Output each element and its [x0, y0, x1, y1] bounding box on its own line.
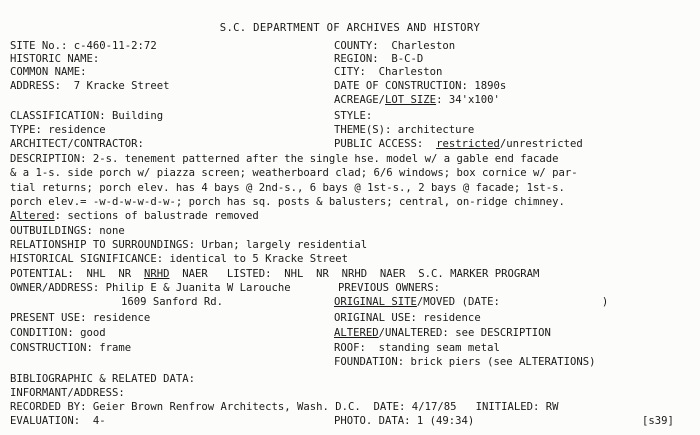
- description-line: DESCRIPTION: 2-s. tenement patterned after the single hse. model w/ a gable end facade: [10, 153, 559, 165]
- evaluation: EVALUATION: 4-: [10, 415, 106, 427]
- description-line: & a 1-s. side porch w/ piazza screen; weatherboard clad; 6/6 windows; box cornice w/ par-: [10, 167, 578, 179]
- sheet-code: [s39]: [642, 415, 674, 427]
- present-use: PRESENT USE: residence: [10, 312, 151, 324]
- county: COUNTY: Charleston: [334, 40, 456, 52]
- altered-unaltered-label: ALTERED: [334, 327, 379, 339]
- lot-size-value: : 34'x100': [436, 94, 500, 106]
- historic-name: HISTORIC NAME:: [10, 53, 100, 65]
- lot-size-label: LOT SIZE: [385, 94, 437, 106]
- potential-nrhd: NRHD: [143, 268, 170, 280]
- original-use: ORIGINAL USE: residence: [334, 312, 481, 324]
- relationship-to-surroundings: RELATIONSHIP TO SURROUNDINGS: Urban; largely residential: [10, 239, 368, 251]
- recorded-by: RECORDED BY: Geier Brown Renfrow Architects, Wash. D.C. DATE: 4/17/85 INITIALED: RW: [10, 401, 559, 413]
- owner-street-address: 1609 Sanford Rd.: [121, 296, 224, 308]
- photo-data: PHOTO. DATA: 1 (49:34): [334, 415, 475, 427]
- altered-text: : sections of balustrade removed: [54, 210, 259, 222]
- previous-owners: PREVIOUS OWNERS:: [338, 282, 441, 294]
- historical-significance: HISTORICAL SIGNIFICANCE: identical to 5 Kracke Street: [10, 253, 349, 265]
- altered-note: [10, 210, 259, 222]
- foundation: FOUNDATION: brick piers (see ALTERATIONS): [334, 356, 596, 368]
- altered-unaltered-text: /UNALTERED: see DESCRIPTION: [378, 327, 551, 339]
- original-site: [334, 296, 608, 308]
- region: REGION: B-C-D: [334, 53, 424, 65]
- address: ADDRESS: 7 Kracke Street: [10, 80, 170, 92]
- construction: CONSTRUCTION: frame: [10, 342, 132, 354]
- public-access: [334, 138, 583, 150]
- original-site-label: ORIGINAL SITE: [334, 296, 417, 308]
- informant-address: INFORMANT/ADDRESS:: [10, 387, 125, 399]
- type: TYPE: residence: [10, 124, 106, 136]
- common-name: COMMON NAME:: [10, 66, 87, 78]
- original-site-moved: /MOVED (DATE: ): [416, 296, 609, 308]
- potential-listed: [10, 268, 539, 280]
- bibliographic-data: BIBLIOGRAPHIC & RELATED DATA:: [10, 373, 195, 385]
- condition: CONDITION: good: [10, 327, 106, 339]
- description-line: tial returns; porch elev. has 4 bays @ 2nd-s., 6 bays @ 1st-s., 2 bays @ facade; 1st-s.: [10, 182, 565, 194]
- public-access-label: PUBLIC ACCESS:: [334, 138, 437, 150]
- classification: CLASSIFICATION: Building: [10, 110, 164, 122]
- outbuildings: OUTBUILDINGS: none: [10, 225, 125, 237]
- acreage-label: ACREAGE/: [334, 94, 386, 106]
- altered-unaltered: [334, 327, 551, 339]
- public-access-unrestricted: /unrestricted: [499, 138, 583, 150]
- altered-label: Altered: [10, 210, 55, 222]
- site-number: SITE No.: c-460-11-2:72: [10, 40, 157, 52]
- style: STYLE:: [334, 110, 373, 122]
- date-of-construction: DATE OF CONSTRUCTION: 1890s: [334, 80, 507, 92]
- themes: THEME(S): architecture: [334, 124, 475, 136]
- architect-contractor: ARCHITECT/CONTRACTOR:: [10, 138, 144, 150]
- page-title: S.C. DEPARTMENT OF ARCHIVES AND HISTORY: [219, 22, 481, 34]
- potential-suffix: NAER LISTED: NHL NR NRHD NAER S.C. MARKER PROGRAM: [169, 268, 540, 280]
- owner-address: OWNER/ADDRESS: Philip E & Juanita W Larouche: [10, 282, 291, 294]
- acreage-lot-size: [334, 94, 500, 106]
- public-access-restricted: restricted: [436, 138, 500, 150]
- description-line: porch elev.= -w-d-w-w-d-w-; porch has sq. posts & balusters; central, on-ridge chimney.: [10, 196, 565, 208]
- roof: ROOF: standing seam metal: [334, 342, 500, 354]
- potential-prefix: POTENTIAL: NHL NR: [10, 268, 144, 280]
- city: CITY: Charleston: [334, 66, 443, 78]
